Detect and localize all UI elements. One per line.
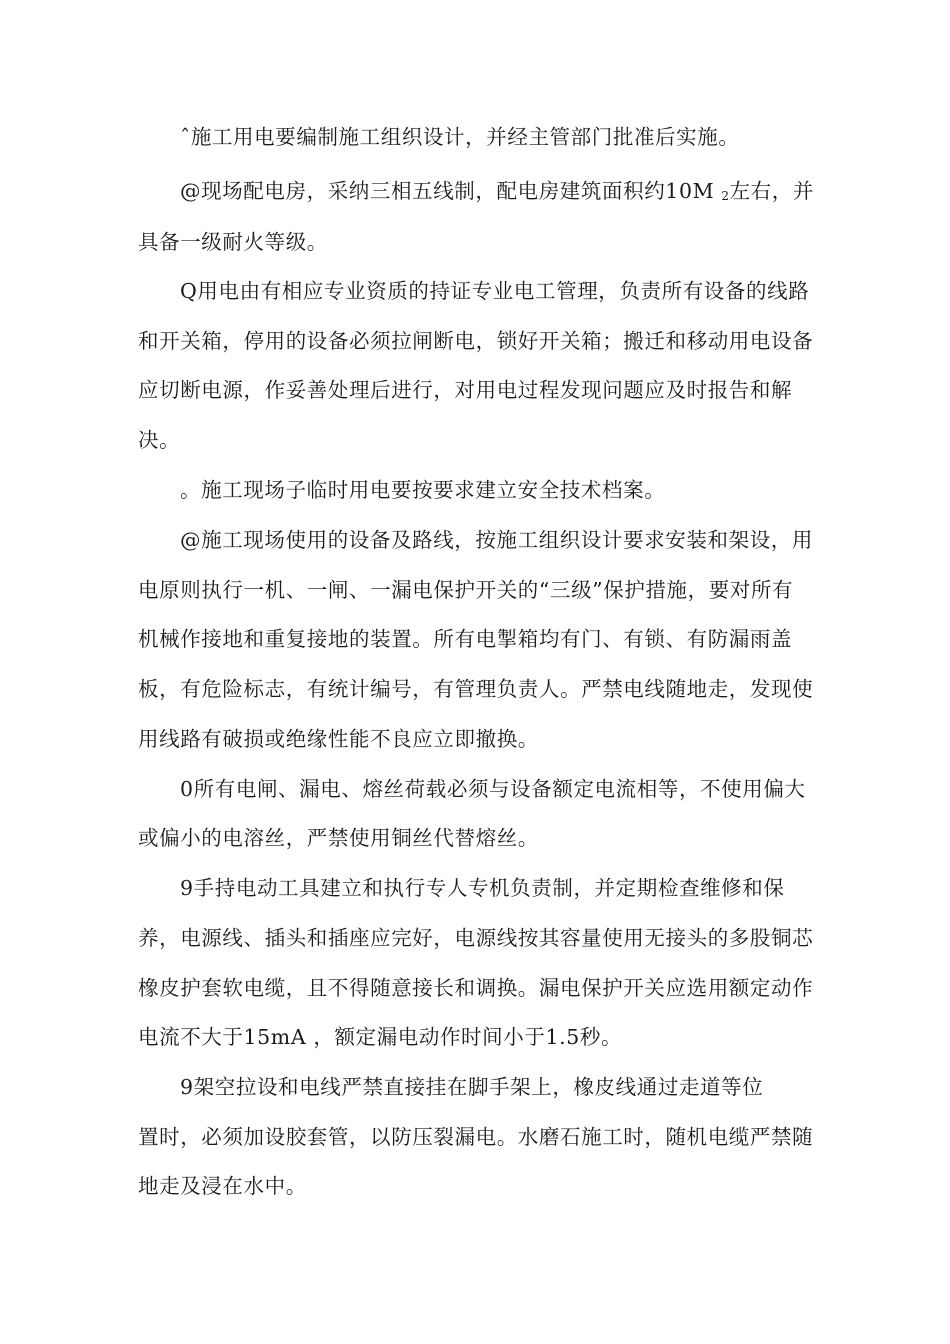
paragraph-5-line-2: 电原则执行一机、一闸、一漏电保护开关的“三级”保护措施，要对所有: [138, 578, 794, 602]
paragraph-3-line-3: 应切断电源，作妥善处理后进行，对用电过程发现问题应及时报告和解: [138, 378, 793, 402]
paragraph-8-line-2: 置时，必须加设胶套管，以防压裂漏电。水磨石施工时，随机电缆严禁随: [138, 1125, 814, 1149]
paragraph-6-line-1: 0所有电闸、漏电、熔丝荷载必须与设备额定电流相等，不使用偏大: [180, 777, 806, 801]
paragraph-8-line-3: 地走及浸在水中。: [138, 1174, 307, 1198]
paragraph-3-line-1: Q用电由有相应专业资质的持证专业电工管理，负责所有设备的线路: [180, 279, 810, 303]
paragraph-5-line-3: 机械作接地和重复接地的装置。所有电掣箱均有门、有锁、有防漏雨盖: [138, 627, 793, 651]
paragraph-2-line-1: [180, 179, 814, 208]
paragraph-3-line-4: 决。: [138, 428, 181, 452]
paragraph-5-line-4: 板，有危险标志，有统计编号，有管理负责人。严禁电线随地走，发现使: [138, 677, 814, 701]
paragraph-7-line-4: 电流不大于15mA ，额定漏电动作时间小于1.5秒。: [138, 1025, 623, 1049]
paragraph-7-line-2: 养，电源线、插头和插座应完好，电源线按其容量使用无接头的多股铜芯: [138, 926, 814, 950]
paragraph-7-line-3: 橡皮护套软电缆，且不得随意接长和调换。漏电保护开关应选用额定动作: [138, 976, 814, 1000]
paragraph-8-line-1: 9架空拉设和电线严禁直接挂在脚手架上，橡皮线通过走道等位: [180, 1075, 764, 1099]
paragraph-2-line-1-text: @现场配电房，采纳三相五线制，配电房建筑面积约10M: [180, 179, 715, 203]
paragraph-5-line-5: 用线路有破损或绝缘性能不良应立即撤换。: [138, 727, 539, 751]
paragraph-3-line-2: 和开关箱，停用的设备必须拉闸断电，锁好开关箱；搬迁和移动用电设备: [138, 329, 814, 353]
paragraph-5-line-1: @施工现场使用的设备及路线，按施工组织设计要求安装和架设，用: [180, 528, 813, 552]
area-unit-subscript: 2: [721, 189, 730, 203]
paragraph-4-line-1: 。施工现场子临时用电要按要求建立安全技术档案。: [180, 478, 666, 502]
paragraph-2-line-1-tail: 左右，并: [729, 179, 814, 203]
paragraph-2-line-2: 具备一级耐火等级。: [138, 230, 328, 254]
paragraph-7-line-1: 9手持电动工具建立和执行专人专机负责制，并定期检查维修和保: [180, 876, 785, 900]
paragraph-1-line-1: ˆ施工用电要编制施工组织设计，并经主管部门批准后实施。: [180, 125, 740, 149]
paragraph-6-line-2: 或偏小的电溶丝，严禁使用铜丝代替熔丝。: [138, 826, 539, 850]
